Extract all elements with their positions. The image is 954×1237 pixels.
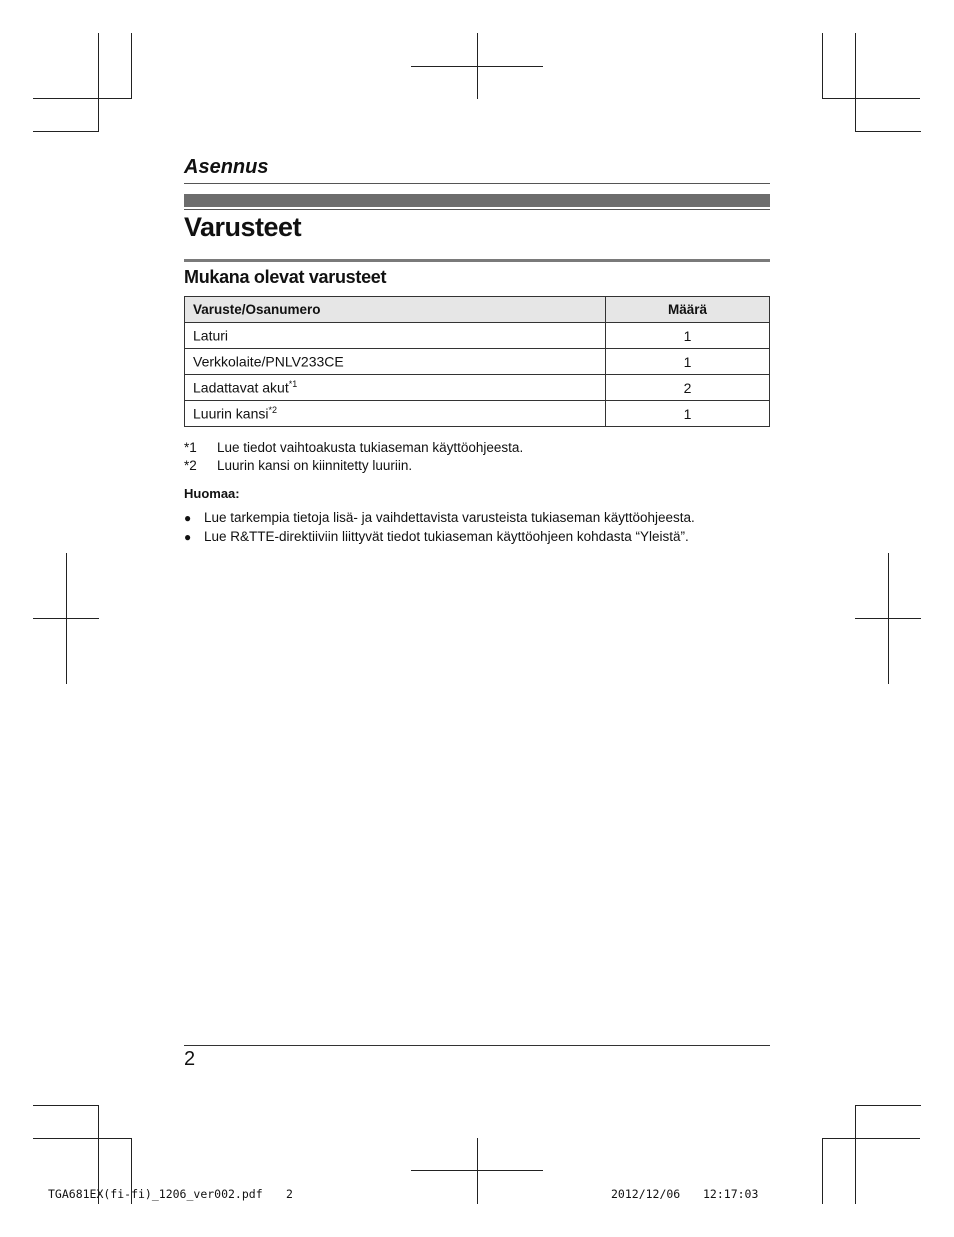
print-time: 12:17:03 [703, 1187, 759, 1201]
footnote-mark: *2 [184, 458, 197, 473]
subtitle: Mukana olevat varusteet [184, 267, 387, 287]
page-number: 2 [184, 1048, 196, 1070]
table-cell-item: Laturi [185, 323, 606, 349]
bullet-icon: ● [184, 511, 192, 525]
column-header-item: Varuste/Osanumero [185, 297, 606, 323]
list-item: ● Lue R&TTE-direktiiviin liittyvät tiedot tukiaseman käyttöohjeen kohdasta “Yleistä”. [184, 527, 695, 546]
footer-rule [184, 1045, 770, 1046]
header-rule [184, 183, 770, 184]
title-bar [184, 194, 770, 207]
accessories-table [184, 296, 770, 427]
table-row [185, 375, 770, 401]
footnote-text: Lue tiedot vaihtoakusta tukiaseman käyttöohjeesta. [217, 440, 524, 455]
footnote-ref: *1 [288, 379, 298, 390]
table-row [185, 323, 770, 349]
title-rule [184, 209, 770, 210]
section-title: Asennus [184, 156, 269, 178]
footnote-ref: *2 [268, 405, 278, 416]
note-heading: Huomaa: [184, 486, 240, 501]
page-title: Varusteet [184, 212, 302, 242]
table-cell-item: Verkkolaite/PNLV233CE [185, 349, 606, 375]
footnote [184, 457, 523, 475]
footnote-text: Luurin kansi on kiinnitetty luuriin. [217, 458, 413, 473]
table-header-row [185, 297, 770, 323]
column-header-qty: Määrä [606, 297, 770, 323]
print-file-name: TGA681EX(fi-fi)_1206_ver002.pdf [48, 1187, 263, 1201]
bullet-icon: ● [184, 530, 192, 544]
footnote-mark: *1 [184, 440, 197, 455]
print-page: 2 [286, 1187, 293, 1201]
table-cell-item: Ladattavat akut$^{*1}$ [185, 375, 606, 401]
table-cell-qty: 2 [606, 375, 770, 401]
table-cell-item: Luurin kansi$^{*2}$ [185, 401, 606, 427]
table-cell-qty: 1 [606, 349, 770, 375]
table-cell-qty: 1 [606, 401, 770, 427]
note-list [184, 508, 695, 546]
footnote [184, 439, 523, 457]
table-row [185, 401, 770, 427]
footnotes [184, 439, 523, 475]
list-item: ● Lue tarkempia tietoja lisä- ja vaihdettavista varusteista tukiaseman käyttöohjeesta. [184, 508, 695, 527]
table-cell-qty: 1 [606, 323, 770, 349]
print-date: 2012/12/06 [611, 1187, 681, 1201]
title-underline [184, 259, 770, 262]
table-row [185, 349, 770, 375]
